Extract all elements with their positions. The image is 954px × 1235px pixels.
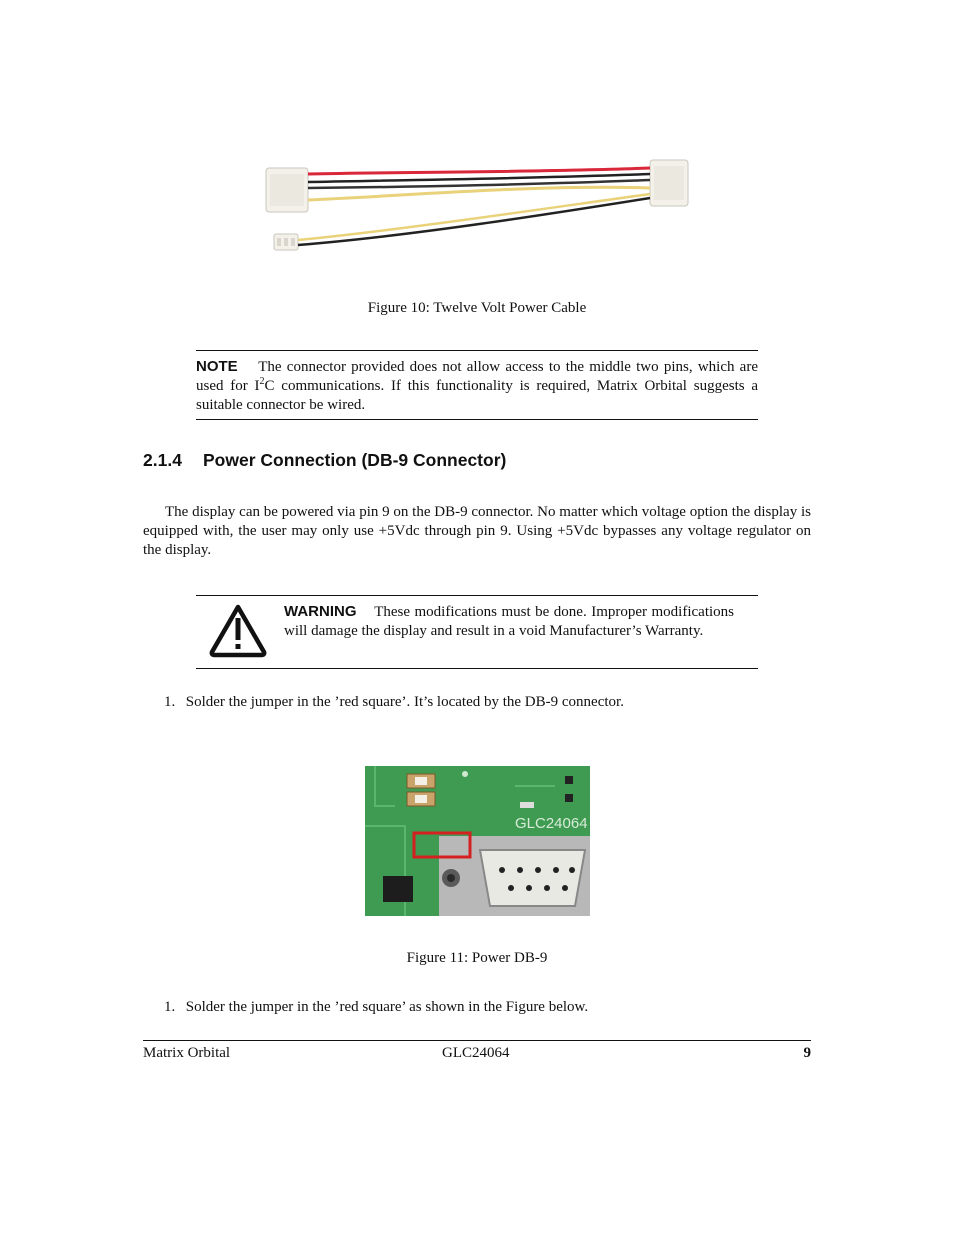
footer-left: Matrix Orbital bbox=[143, 1045, 231, 1061]
section-heading bbox=[143, 450, 506, 471]
board-label: GLC24064 bbox=[515, 815, 588, 832]
warning-bottom-rule bbox=[196, 668, 758, 669]
warning-text-block bbox=[284, 602, 734, 641]
note-box bbox=[196, 357, 758, 415]
power-db9-figure bbox=[365, 766, 590, 916]
section-number: 2.1.4 bbox=[143, 450, 182, 470]
warning-text: These modifications must be done. Improper modifications will damage the display and result in a void Manufacturer’s Warranty. bbox=[284, 604, 734, 639]
power-cable-figure bbox=[262, 154, 702, 266]
warning-label: WARNING bbox=[284, 603, 357, 620]
body-paragraph: The display can be powered via pin 9 on the DB-9 connector. No matter which voltage option the display is equipped with, the user may only use +5Vdc through pin 9. Using +5Vdc bypasses any voltage regulator on the display. bbox=[143, 504, 811, 558]
note-bottom-rule bbox=[196, 419, 758, 420]
list-item-text: Solder the jumper in the ’red square’ as shown in the Figure below. bbox=[185, 999, 589, 1015]
note-text-before: The connector provided does not allow access to the middle two pins, which are used for I bbox=[196, 359, 758, 394]
footer-rule bbox=[143, 1040, 811, 1041]
list-item bbox=[164, 998, 804, 1017]
footer-center: GLC24064 bbox=[442, 1045, 510, 1061]
list-item-number: 1. bbox=[164, 999, 176, 1015]
list-item bbox=[164, 693, 804, 712]
figure-11-caption: Figure 11: Power DB-9 bbox=[406, 950, 548, 966]
note-text-after: C communications. If this functionality is required, Matrix Orbital suggests a suitable connector be wired. bbox=[196, 378, 759, 413]
list-item-text: Solder the jumper in the ’red square’. It’s located by the DB-9 connector. bbox=[185, 694, 624, 710]
warning-top-rule bbox=[196, 595, 758, 596]
list-item-number: 1. bbox=[164, 694, 176, 710]
warning-triangle-icon bbox=[208, 602, 268, 658]
note-superscript: 2 bbox=[259, 376, 265, 387]
figure-10-caption: Figure 10: Twelve Volt Power Cable bbox=[367, 300, 587, 316]
section-title: Power Connection (DB-9 Connector) bbox=[203, 450, 507, 470]
note-top-rule bbox=[196, 350, 758, 351]
note-label: NOTE bbox=[196, 358, 238, 375]
page-number: 9 bbox=[803, 1045, 811, 1061]
